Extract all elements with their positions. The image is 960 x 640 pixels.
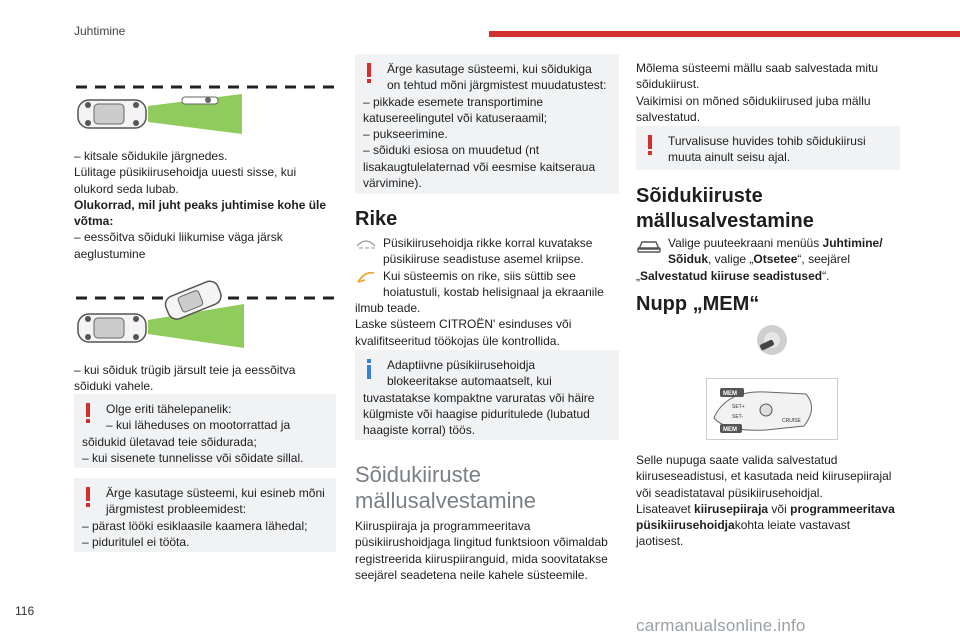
header-accent-bar [489,31,960,37]
instruction-line: Sõiduk, valige „Otsetee“, seejärel [668,252,851,267]
warning-exclamation-icon [82,402,94,424]
text-line: – kui sõiduk trügib järsult teie ja eessõitva [74,363,296,377]
section-heading-memory-setup: Sõidukiiruste mällusalvestamine [636,185,814,232]
text-line: – sõiduki esiosa on muudetud (nt [363,143,540,158]
text-line: tuvastatakse kompaktne varuratas või häire [363,390,595,405]
text-line: värvimine). [363,176,422,191]
text-line: külgmiste või haagise piduritulede (lubatud [363,406,590,421]
instruction-line: Valige puuteekraani menüüs Juhtimine/ [668,236,883,250]
text-line: püsikiiruse seadistuse asemel kriipse. [383,252,584,267]
section-heading-mem-button: Nupp „MEM“ [636,293,760,315]
header-title: Juhtimine [74,24,126,38]
text-line: jaotisest. [636,534,684,549]
text-line: – kitsale sõidukile järgnedes. [74,149,228,163]
text-line: Vaikimisi on mõned sõidukiirused juba mällu [636,93,871,108]
text-line: on tehtud mõni järgmistest muudatustest: [387,78,607,93]
text-line: – kui sisenete tunnelisse või sõidate sillal. [82,450,304,465]
text-line: Laske süsteem CITROËN' esinduses või [355,317,572,332]
instruction-line: „Salvestatud kiiruse seadistused“. [636,268,830,283]
text-line: muuta ainult seisu ajal. [668,150,791,165]
text-line: Püsikiirusehoidja rikke korral kuvatakse [383,236,593,250]
text-line: katusereelingutel või katuseraamil; [363,110,548,125]
warning-note [74,394,336,468]
car-settings-icon [636,237,662,255]
set-minus-label: SET- [732,414,744,420]
warning-exclamation-icon [363,62,375,84]
text-line: sõiduki vahele. [74,379,154,394]
text-line: sõidukiirust. [636,77,700,92]
warning-note [636,126,900,170]
mem-label: MEM [723,391,737,397]
text-line: – piduritulel ei tööta. [82,534,190,549]
text-line: salvestatud. [636,109,701,124]
text-line: Ärge kasutage süsteemi, kui sõidukiga [387,62,592,76]
text-line: Lülitage püsikiirusehoidja uuesti sisse, kui [74,165,297,180]
section-heading-rike: Rike [355,208,398,230]
cruise-label: CRUISE [782,418,801,424]
warning-exclamation-icon [644,134,656,156]
page-number: 116 [15,604,35,618]
text-line: Turvalisuse huvides tohib sõidukiirusi [668,134,866,148]
motorcycle-icon [182,97,218,104]
text-line: – pärast lööki esiklaasile kaamera lähedal; [82,518,308,533]
text-line: kvalifitseeritud töökojas üle kontrollida. [355,333,560,348]
text-line: – eessõitva sõiduki liikumise väga järsk [74,230,283,245]
steering-wheel-icon [754,322,790,358]
text-line: järgmistest probleemidest: [106,502,247,517]
figure-narrow-vehicle [74,76,336,134]
dashes-display-icon [355,236,377,250]
text-line: Mõlema süsteemi mällu saab salvestada mitu [636,61,879,75]
text-line: Olge eriti tähelepanelik: [106,402,232,416]
text-line: haagiste korral) töös. [363,423,476,438]
info-icon [363,358,375,380]
bold-question: võtma: [74,214,114,229]
car-top-icon [78,314,146,342]
text-line: registreerida kiiruspiiranguid, mida soovitatakse [355,551,608,566]
text-line: lisakaugtulelaternad või eesmise kaitseraua [363,159,596,174]
text-line: hoiatustuli, kostab helisignaal ja ekraanile [383,284,604,299]
text-line: ilmub teade. [355,301,421,316]
info-note [355,350,619,440]
text-line: Lisateavet kiirusepiiraja või programmeeritava [636,501,895,516]
text-line: Kui süsteemis on rike, siis süttib see [383,268,576,283]
figure-cut-in-vehicle [74,278,336,348]
set-plus-label: SET+ [732,404,745,410]
text-line: püsikiirusehoidjakohta leiate vastavast [636,518,851,533]
warning-note [355,54,619,194]
bold-question: Olukorrad, mil juht peaks juhtimise kohe üle [74,197,327,212]
section-heading-memory: Sõidukiiruste mällusalvestamine [355,462,536,513]
text-line: – pukseerimine. [363,127,448,142]
warning-exclamation-icon [82,486,94,508]
text-line: kiiruseseadistusi, et kasutada neid kiirusepiirajal [636,469,892,484]
text-line: Selle nupuga saate valida salvestatud [636,453,838,467]
text-line: olukord seda lubab. [74,181,179,196]
text-line: seejärel seadetena neile kahele süsteemile. [355,567,588,582]
text-line: blokeeritakse automaatselt, kui [387,374,552,389]
text-line: – pikkade esemete transportimine [363,94,544,109]
car-top-icon [78,100,146,128]
mem2-label: MEM [723,427,737,433]
text-line: Kiiruspiiraja ja programmeeritava [355,519,531,533]
text-line: Ärge kasutage süsteemi, kui esineb mõni [106,486,325,500]
text-line: püsikiirushoidjaga lingitud funktsioon võimaldab [355,535,608,550]
text-line: Adaptiivne püsikiirusehoidja [387,358,536,372]
cruise-stalk-illustration [706,378,838,440]
watermark[interactable]: carmanualsonline.info [636,616,806,635]
text-line: – kui läheduses on mootorrattad ja [106,418,291,433]
text-line: sõidukid ületavad teie sõidurada; [82,434,257,449]
warning-note [74,478,336,552]
text-line: või seadistataval püsikiirusehoidjal. [636,485,823,500]
text-line: aeglustumine [74,246,146,261]
cruise-warning-lamp-icon [355,269,377,285]
